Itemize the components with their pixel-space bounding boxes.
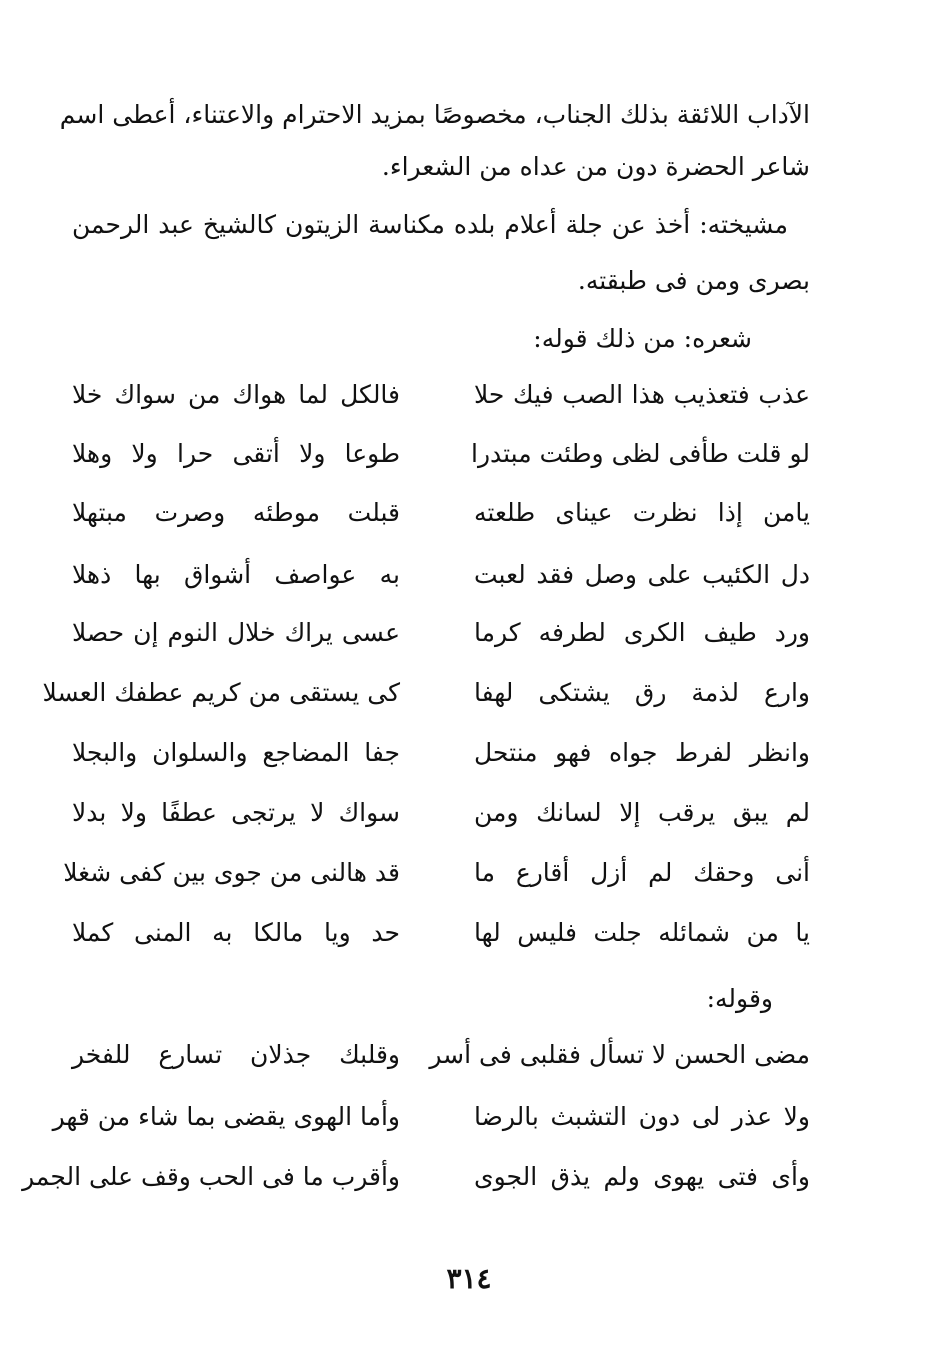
verse-row bbox=[22, 1162, 810, 1202]
verse-second-hemistich: قبلت موطئه وصرت مبتهلا bbox=[72, 498, 400, 527]
verse-row bbox=[72, 738, 810, 778]
verse-first-hemistich: يامن إذا نظرت عيناى طلعته bbox=[474, 498, 810, 527]
verse-first-hemistich: لو قلت طأفى لظى وطئت مبتدرا bbox=[471, 439, 810, 468]
verse-row bbox=[72, 798, 810, 838]
verse-first-hemistich: وأى فتى يهوى ولم يذق الجوى bbox=[474, 1162, 810, 1191]
verse-first-hemistich: وانظر لفرط جواه فهو منتحل bbox=[474, 738, 810, 767]
verse-second-hemistich: سواك لا يرتجى عطفًا ولا بدلا bbox=[72, 798, 400, 827]
poem2-heading: وقوله: bbox=[706, 984, 773, 1013]
intro-line-2: شاعر الحضرة دون من عداه من الشعراء. bbox=[381, 152, 810, 181]
verse-first-hemistich: أنى وحقك لم أزل أقارع ما bbox=[474, 858, 810, 887]
verse-row bbox=[72, 918, 810, 958]
verse-second-hemistich: فالكل لما هواك من سواك خلا bbox=[72, 380, 400, 409]
teachers-line-1: مشيخته: أخذ عن جلة أعلام بلده مكناسة الزيتون كالشيخ عبد الرحمن bbox=[72, 210, 788, 239]
verse-second-hemistich: عسى يراك خلال النوم إن حصلا bbox=[72, 618, 400, 647]
verse-second-hemistich: وأما الهوى يقضى بما شاء من قهر bbox=[52, 1102, 400, 1131]
intro-line-1: الآداب اللائقة بذلك الجناب، مخصوصًا بمزيد الاحترام والاعتناء، أعطى اسم bbox=[59, 100, 810, 129]
poem1-heading: شعره: من ذلك قوله: bbox=[533, 324, 752, 353]
verse-row bbox=[72, 439, 810, 479]
verse-first-hemistich: يا من شمائله جلت فليس لها bbox=[474, 918, 810, 947]
verse-row bbox=[72, 498, 810, 538]
verse-second-hemistich: قد هالنى من جوى بين كفى شغلا bbox=[63, 858, 400, 887]
verse-second-hemistich: به عواصف أشواق بها ذهلا bbox=[72, 560, 400, 589]
verse-first-hemistich: دل الكئيب على وصل فقد لعبت bbox=[474, 560, 810, 589]
verse-first-hemistich: عذب فتعذيب هذا الصب فيك حلا bbox=[474, 380, 810, 409]
verse-row bbox=[72, 618, 810, 658]
verse-second-hemistich: حد ويا مالكا به المنى كملا bbox=[72, 918, 400, 947]
verse-row bbox=[63, 858, 810, 898]
verse-row bbox=[72, 380, 810, 420]
verse-second-hemistich: وأقرب ما فى الحب وقف على الجمر bbox=[22, 1162, 400, 1191]
verse-first-hemistich: لم يبق يرقب إلا لسانك ومن bbox=[474, 798, 810, 827]
verse-row bbox=[52, 1102, 810, 1142]
teachers-line-2: بصرى ومن فى طبقته. bbox=[577, 266, 810, 295]
verse-row bbox=[42, 678, 810, 718]
verse-row bbox=[72, 1040, 810, 1080]
verse-row bbox=[72, 560, 810, 600]
verse-first-hemistich: مضى الحسن لا تسأل فقلبى فى أسر bbox=[429, 1040, 810, 1069]
verse-first-hemistich: ولا عذر لى دون التشبث بالرضا bbox=[474, 1102, 810, 1131]
verse-second-hemistich: كى يستقى من كريم عطفك العسلا bbox=[42, 678, 400, 707]
page-number: ٣١٤ bbox=[446, 1262, 492, 1295]
verse-first-hemistich: ورد طيف الكرى لطرفه كرما bbox=[474, 618, 810, 647]
verse-second-hemistich: طوعا ولا أتقى حرا ولا وهلا bbox=[72, 439, 400, 468]
verse-second-hemistich: وقلبك جذلان تسارع للفخر bbox=[72, 1040, 400, 1069]
verse-second-hemistich: جفا المضاجع والسلوان والبجلا bbox=[72, 738, 400, 767]
verse-first-hemistich: وارع لذمة رق يشتكى لهفا bbox=[474, 678, 810, 707]
